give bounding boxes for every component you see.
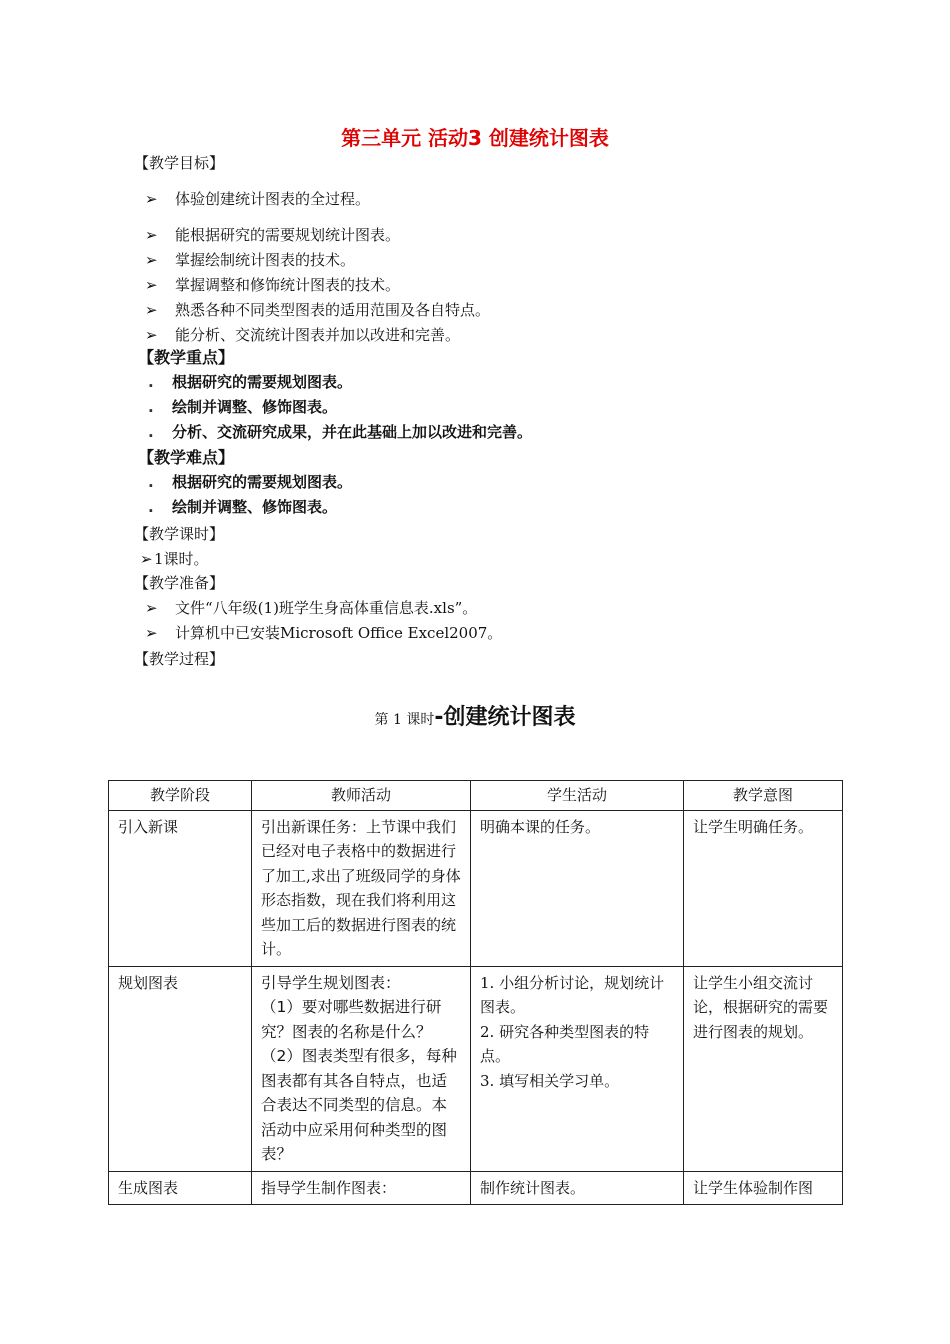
key-points-heading: 【教学重点】 bbox=[138, 348, 235, 367]
process-heading: 【教学过程】 bbox=[134, 650, 225, 668]
arrow-bullet-icon: ➢ bbox=[145, 301, 158, 319]
intent-cell: 让学生明确任务。 bbox=[684, 810, 843, 966]
teacher-activity-cell: 引出新课任务：上节课中我们已经对电子表格中的数据进行了加工,求出了班级同学的身体形态指数，现在我们将利用这些加工后的数据进行图表的统计。 bbox=[252, 810, 471, 966]
dot-bullet-icon: . bbox=[148, 423, 154, 441]
hours-item: ➢1课时。 bbox=[140, 550, 209, 568]
arrow-bullet-icon: ➢ bbox=[145, 276, 158, 294]
arrow-bullet-icon: ➢ bbox=[145, 190, 158, 208]
goals-item: ➢ 掌握绘制统计图表的技术。 bbox=[145, 251, 356, 269]
difficulties-item: . 根据研究的需要规划图表。 bbox=[148, 473, 353, 491]
table-header-cell: 教学阶段 bbox=[109, 781, 252, 811]
dot-bullet-icon: . bbox=[148, 373, 154, 391]
stage-cell: 引入新课 bbox=[109, 810, 252, 966]
difficulties-item: . 绘制并调整、修饰图表。 bbox=[148, 498, 338, 516]
hours-heading: 【教学课时】 bbox=[134, 525, 225, 543]
preparation-item: ➢ 文件“八年级(1)班学生身高体重信息表.xls”。 bbox=[145, 599, 478, 617]
dot-bullet-icon: . bbox=[148, 398, 154, 416]
goals-item: ➢ 体验创建统计图表的全过程。 bbox=[145, 190, 371, 208]
goals-item: ➢ 掌握调整和修饰统计图表的技术。 bbox=[145, 276, 401, 294]
goals-item: ➢ 能分析、交流统计图表并加以改进和完善。 bbox=[145, 326, 461, 344]
table-header-cell: 教学意图 bbox=[684, 781, 843, 811]
table-row bbox=[109, 810, 843, 966]
key-points-item: . 根据研究的需要规划图表。 bbox=[148, 373, 353, 391]
stage-cell: 规划图表 bbox=[109, 966, 252, 1171]
arrow-bullet-icon: ➢ bbox=[145, 226, 158, 244]
goals-item: ➢ 能根据研究的需要规划统计图表。 bbox=[145, 226, 401, 244]
lesson-plan-table bbox=[108, 780, 843, 1205]
teacher-activity-cell: 指导学生制作图表： bbox=[252, 1171, 471, 1205]
dot-bullet-icon: . bbox=[148, 498, 154, 516]
difficulties-heading: 【教学难点】 bbox=[138, 448, 235, 467]
dot-bullet-icon: . bbox=[148, 473, 154, 491]
table-header-cell: 学生活动 bbox=[471, 781, 684, 811]
goals-item: ➢ 熟悉各种不同类型图表的适用范围及各自特点。 bbox=[145, 301, 491, 319]
document-title: 第三单元 活动3 创建统计图表 bbox=[341, 126, 609, 150]
lesson-number: 第 1 课时 bbox=[374, 712, 435, 728]
intent-cell: 让学生体验制作图 bbox=[684, 1171, 843, 1205]
preparation-item: ➢ 计算机中已安装Microsoft Office Excel2007。 bbox=[145, 624, 503, 642]
student-activity-cell: 制作统计图表。 bbox=[471, 1171, 684, 1205]
lesson-topic: -创建统计图表 bbox=[434, 705, 576, 730]
preparation-heading: 【教学准备】 bbox=[134, 574, 225, 592]
table-header-cell: 教师活动 bbox=[252, 781, 471, 811]
key-points-item: . 分析、交流研究成果，并在此基础上加以改进和完善。 bbox=[148, 423, 533, 441]
key-points-item: . 绘制并调整、修饰图表。 bbox=[148, 398, 338, 416]
table-header-row bbox=[109, 781, 843, 811]
table-row bbox=[109, 1171, 843, 1205]
arrow-bullet-icon: ➢ bbox=[145, 624, 158, 642]
teacher-activity-cell: 引导学生规划图表： （1）要对哪些数据进行研究？图表的名称是什么？ （2）图表类型有很多，每种图表都有其各自特点，也适合表达不同类型的信息。本活动中应采用何种类型的图表？ bbox=[252, 966, 471, 1171]
student-activity-cell: 明确本课的任务。 bbox=[471, 810, 684, 966]
student-activity-cell: 1. 小组分析讨论，规划统计图表。 2. 研究各种类型图表的特点。 3. 填写相关学习单。 bbox=[471, 966, 684, 1171]
arrow-bullet-icon: ➢ bbox=[145, 251, 158, 269]
table-row bbox=[109, 966, 843, 1171]
stage-cell: 生成图表 bbox=[109, 1171, 252, 1205]
intent-cell: 让学生小组交流讨论，根据研究的需要进行图表的规划。 bbox=[684, 966, 843, 1171]
arrow-bullet-icon: ➢ bbox=[145, 326, 158, 344]
goals-heading: 【教学目标】 bbox=[134, 154, 225, 172]
arrow-bullet-icon: ➢ bbox=[140, 550, 153, 568]
arrow-bullet-icon: ➢ bbox=[145, 599, 158, 617]
lesson-subtitle bbox=[0, 700, 950, 731]
